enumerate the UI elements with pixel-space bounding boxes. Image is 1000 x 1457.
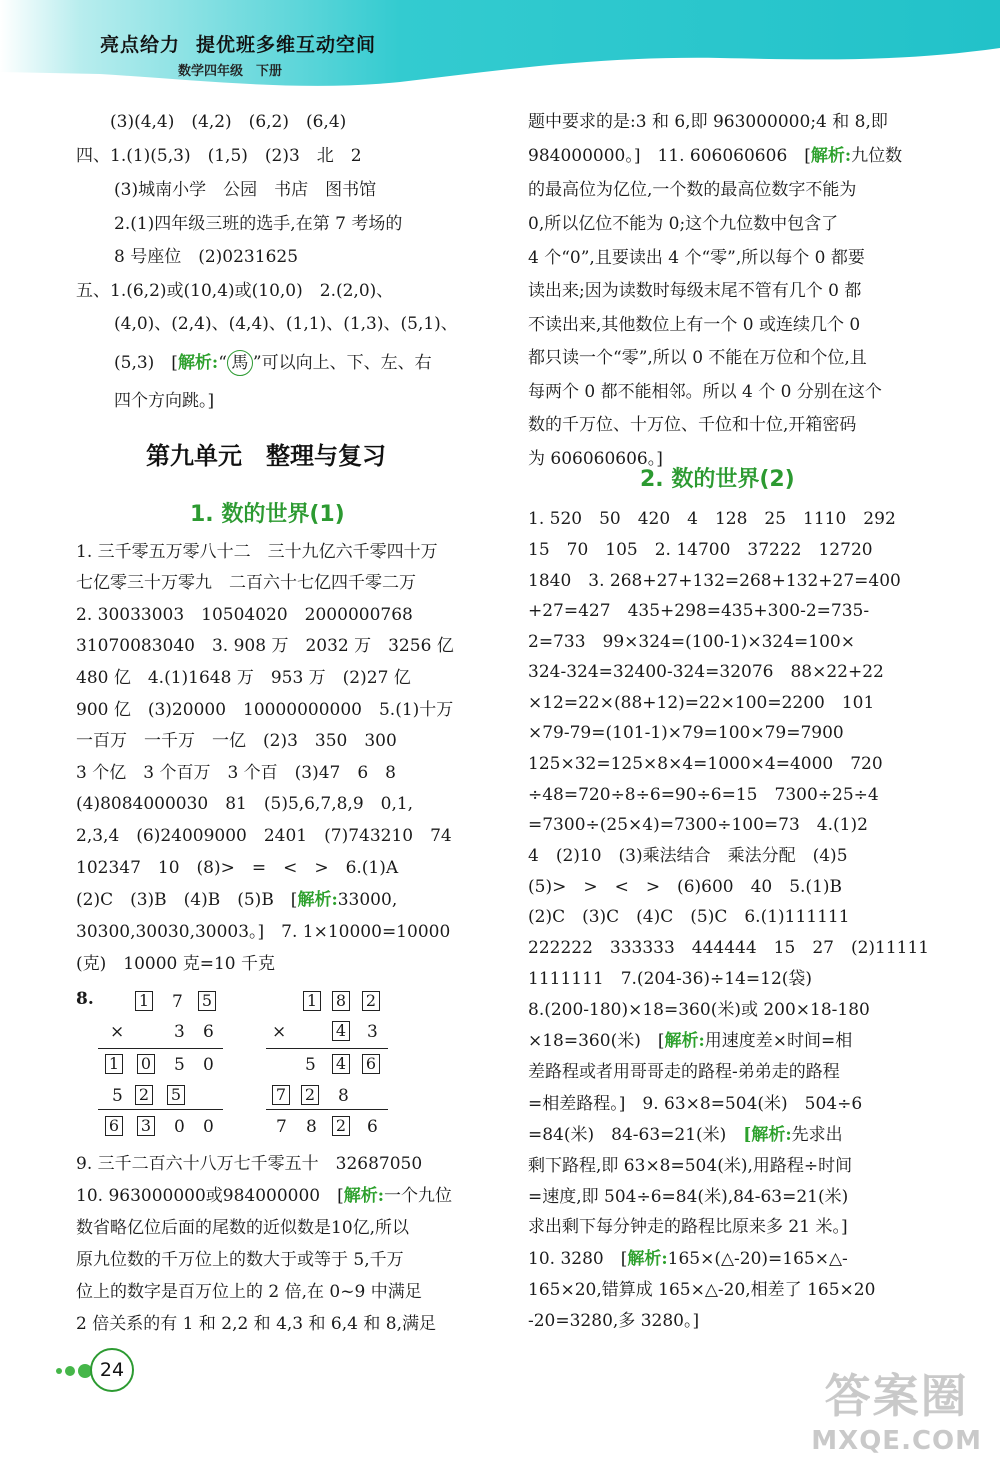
text-line: 2=733 99×324=(100-1)×324=100× [528, 632, 855, 652]
text-line: 0,所以亿位不能为 0;这个九位数中包含了 [528, 214, 839, 234]
text-line: 165×20,错算成 165×△-20,相差了 165×20 [528, 1280, 876, 1300]
text-line: 125×32=125×8×4=1000×4=4000 720 [528, 754, 883, 774]
hint-line: =84(米) 84-63=21(米) [解析:先求出 [528, 1125, 843, 1145]
text-line: =速度,即 504÷6=84(米),84-63=21(米) [528, 1187, 849, 1207]
text-line: 2,3,4 (6)24009000 2401 (7)743210 74 [76, 826, 452, 846]
text-line: 102347 10 (8)> = < > 6.(1)A [76, 858, 399, 878]
text-line: 15 70 105 2. 14700 37222 12720 [528, 540, 873, 560]
text-line: +27=427 435+298=435+300-2=735- [528, 601, 870, 621]
text-line: ×12=22×(88+12)=22×100=2200 101 [528, 693, 875, 713]
unit-title: 第九单元 整理与复习 [146, 442, 386, 470]
hint-line: 984000000。] 11. 606060606 [解析:九位数 [528, 146, 903, 166]
section-title-1: 1. 数的世界(1) [190, 502, 345, 527]
text-line: 1. 520 50 420 4 128 25 1110 292 [528, 509, 896, 529]
text-line: 9. 三千二百六十八万七千零五十 32687050 [76, 1154, 423, 1174]
text-line: 222222 333333 444444 15 27 (2)11111 [528, 938, 930, 958]
hint-line: 10. 3280 [解析:165×(△-20)=165×△- [528, 1249, 848, 1269]
watermark: 答案圈 MXQE.COM [811, 1369, 982, 1456]
text-line: 4 个“0”,且要读出 4 个“零”,所以每个 0 都要 [528, 248, 865, 268]
rule-line [98, 1109, 223, 1110]
text-line: 31070083040 3. 908 万 2032 万 3256 亿 [76, 636, 454, 656]
text-line: 每两个 0 都不能相邻。所以 4 个 0 分别在这个 [528, 382, 882, 402]
text-line: 读出来;因为读数时每级末尾不管有几个 0 都 [528, 281, 862, 301]
section-title-2: 2. 数的世界(2) [640, 467, 795, 492]
horse-circle: 馬 [227, 350, 253, 376]
text-line: 数的千万位、十万位、千位和十位,开箱密码 [528, 415, 857, 435]
hint-line: 10. 963000000或984000000 [解析:一个九位 [76, 1186, 453, 1206]
text-line: 四、1.(1)(5,3) (1,5) (2)3 北 2 [76, 146, 362, 166]
text-line: 1111111 7.(204-36)÷14=12(袋) [528, 969, 813, 989]
text-line: 1840 3. 268+27+132=268+132+27=400 [528, 571, 901, 591]
text-line: 五、1.(6,2)或(10,4)或(10,0) 2.(2,0)、 [76, 281, 394, 301]
text-line: 剩下路程,即 63×8=504(米),用路程÷时间 [528, 1156, 853, 1176]
text-line: (3)(4,4) (4,2) (6,2) (6,4) [110, 112, 347, 132]
text-line: =7300÷(25×4)=7300÷100=73 4.(1)2 [528, 815, 868, 835]
text-line: 数省略亿位后面的尾数的近似数是10亿,所以 [76, 1218, 410, 1238]
text-line: 900 亿 (3)20000 10000000000 5.(1)十万 [76, 700, 454, 720]
text-line: (4)8084000030 81 (5)5,6,7,8,9 0,1, [76, 794, 414, 814]
text-line: 不读出来,其他数位上有一个 0 或连续几个 0 [528, 315, 861, 335]
text-line: 原九位数的千万位上的数大于或等于 5,千万 [76, 1250, 404, 1270]
text-line: 位上的数字是百万位上的 2 倍,在 0~9 中满足 [76, 1282, 422, 1302]
text-line: 2.(1)四年级三班的选手,在第 7 考场的 [114, 214, 403, 234]
text-line: 都只读一个“零”,所以 0 不能在万位和个位,且 [528, 348, 867, 368]
text-line: 为 606060606。] [528, 449, 663, 469]
text-line: 30300,30030,30003。] 7. 1×10000=10000 [76, 922, 451, 942]
rule-line [98, 1048, 223, 1049]
text-line: 题中要求的是:3 和 6,即 963000000;4 和 8,即 [528, 112, 888, 132]
text-line: (4,0)、(2,4)、(4,4)、(1,1)、(1,3)、(5,1)、 [114, 314, 458, 334]
text-line: (3)城南小学 公园 书店 图书馆 [114, 180, 377, 200]
text-line: 七亿零三十万零九 二百六十七亿四千零二万 [76, 573, 416, 593]
text-line: 求出剩下每分钟走的路程比原来多 21 米。] [528, 1217, 848, 1237]
text-line: 1. 三千零五万零八十二 三十九亿六千零四十万 [76, 542, 438, 562]
hint-line: (2)C (3)B (4)B (5)B [解析:33000, [76, 890, 398, 910]
text-line: ×79-79=(101-1)×79=100×79=7900 [528, 723, 844, 743]
text-line: (2)C (3)C (4)C (5)C 6.(1)111111 [528, 907, 850, 927]
text-line: (5)> > < > (6)600 40 5.(1)B [528, 877, 843, 897]
rule-line [266, 1048, 388, 1049]
text-line: 4 (2)10 (3)乘法结合 乘法分配 (4)5 [528, 846, 848, 866]
rule-line [266, 1109, 388, 1110]
text-line: 3 个亿 3 个百万 3 个百 (3)47 6 8 [76, 763, 397, 783]
text-line: =相差路程。] 9. 63×8=504(米) 504÷6 [528, 1094, 863, 1114]
text-line: 8 号座位 (2)0231625 [114, 247, 299, 267]
page-number: 24 [90, 1348, 134, 1392]
hint-line: ×18=360(米) [解析:用速度差×时间=相 [528, 1031, 853, 1051]
header-subtitle: 数学四年级 下册 [178, 64, 283, 79]
horse-hint-line: (5,3) [解析:“ 馬 ”可以向上、下、左、右 [114, 350, 432, 376]
header-title: 亮点给力 提优班多维互动空间 [100, 34, 377, 56]
text-line: 四个方向跳。] [114, 391, 215, 411]
text-line: (克) 10000 克=10 千克 [76, 954, 276, 974]
text-line: -20=3280,多 3280。] [528, 1311, 700, 1331]
text-line: 一百万 一千万 一亿 (2)3 350 300 [76, 731, 397, 751]
text-line: 8.(200-180)×18=360(米)或 200×18-180 [528, 1000, 870, 1020]
text-line: 2. 30033003 10504020 2000000768 [76, 605, 413, 625]
text-line: 2 倍关系的有 1 和 2,2 和 4,3 和 6,4 和 8,满足 [76, 1314, 436, 1334]
text-line: 480 亿 4.(1)1648 万 953 万 (2)27 亿 [76, 668, 411, 688]
text-line: 324-324=32400-324=32076 88×22+22 [528, 662, 884, 682]
text-line: 差路程或者用哥哥走的路程-弟弟走的路程 [528, 1062, 840, 1082]
q8-label: 8. [76, 989, 94, 1009]
text-line: ÷48=720÷8÷6=90÷6=15 7300÷25÷4 [528, 785, 879, 805]
text-line: 的最高位为亿位,一个数的最高位数字不能为 [528, 180, 857, 200]
